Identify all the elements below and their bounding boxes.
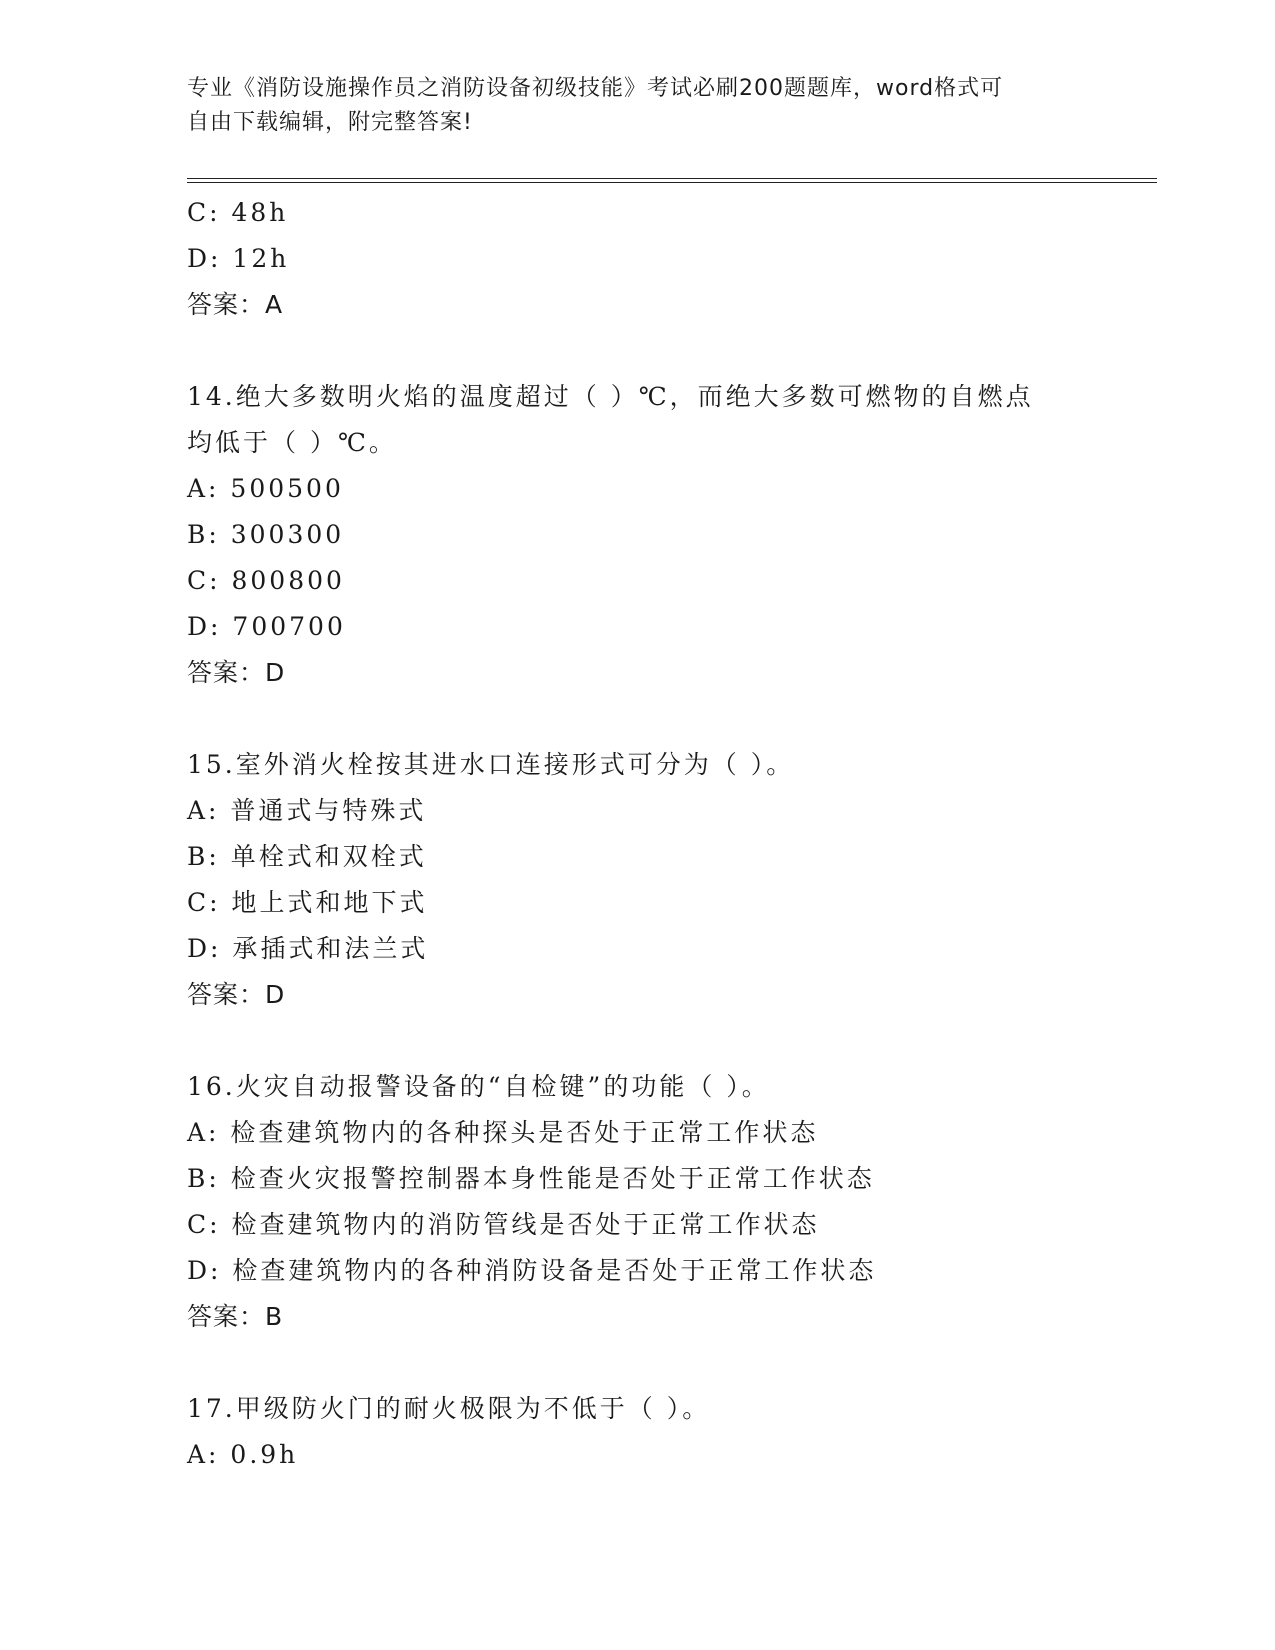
option-c: C: 地上式和地下式 bbox=[187, 888, 428, 917]
question-15 bbox=[187, 742, 1087, 1018]
question-stem-cont: 均低于（ ）℃。 bbox=[187, 428, 397, 457]
question-16 bbox=[187, 1064, 1087, 1340]
question-17 bbox=[187, 1386, 1087, 1478]
option-d: D: 700700 bbox=[187, 612, 346, 641]
option-a: A: 500500 bbox=[187, 474, 344, 503]
option-a: A: 普通式与特殊式 bbox=[187, 796, 427, 825]
answer: 答案：D bbox=[187, 658, 286, 687]
header-line-2: 自由下载编辑，附完整答案! bbox=[187, 110, 473, 135]
document-body bbox=[187, 190, 1087, 1478]
answer: 答案：A bbox=[187, 290, 284, 319]
option-c: C: 800800 bbox=[187, 566, 345, 595]
option-a: A: 检查建筑物内的各种探头是否处于正常工作状态 bbox=[187, 1118, 819, 1147]
header-divider bbox=[187, 178, 1157, 183]
option-a: A: 0.9h bbox=[187, 1440, 299, 1469]
question-13-continued bbox=[187, 190, 1087, 328]
question-stem: 17.甲级防火门的耐火极限为不低于（ ）。 bbox=[187, 1394, 711, 1423]
answer: 答案：D bbox=[187, 980, 286, 1009]
header-line-1: 专业《消防设施操作员之消防设备初级技能》考试必刷200题题库，word格式可 bbox=[187, 76, 1004, 101]
option-d: D: 12h bbox=[187, 244, 290, 273]
document-header bbox=[187, 72, 1067, 140]
option-d: D: 检查建筑物内的各种消防设备是否处于正常工作状态 bbox=[187, 1256, 877, 1285]
option-c: C: 检查建筑物内的消防管线是否处于正常工作状态 bbox=[187, 1210, 820, 1239]
question-stem: 14.绝大多数明火焰的温度超过（ ）℃，而绝大多数可燃物的自燃点 bbox=[187, 382, 1034, 411]
answer: 答案：B bbox=[187, 1302, 284, 1331]
question-stem: 16.火灾自动报警设备的“自检键”的功能（ ）。 bbox=[187, 1072, 770, 1101]
question-stem: 15.室外消火栓按其进水口连接形式可分为（ ）。 bbox=[187, 750, 795, 779]
option-b: B: 检查火灾报警控制器本身性能是否处于正常工作状态 bbox=[187, 1164, 875, 1193]
question-14 bbox=[187, 374, 1087, 696]
option-b: B: 单栓式和双栓式 bbox=[187, 842, 427, 871]
option-d: D: 承插式和法兰式 bbox=[187, 934, 429, 963]
option-c: C: 48h bbox=[187, 198, 289, 227]
option-b: B: 300300 bbox=[187, 520, 345, 549]
